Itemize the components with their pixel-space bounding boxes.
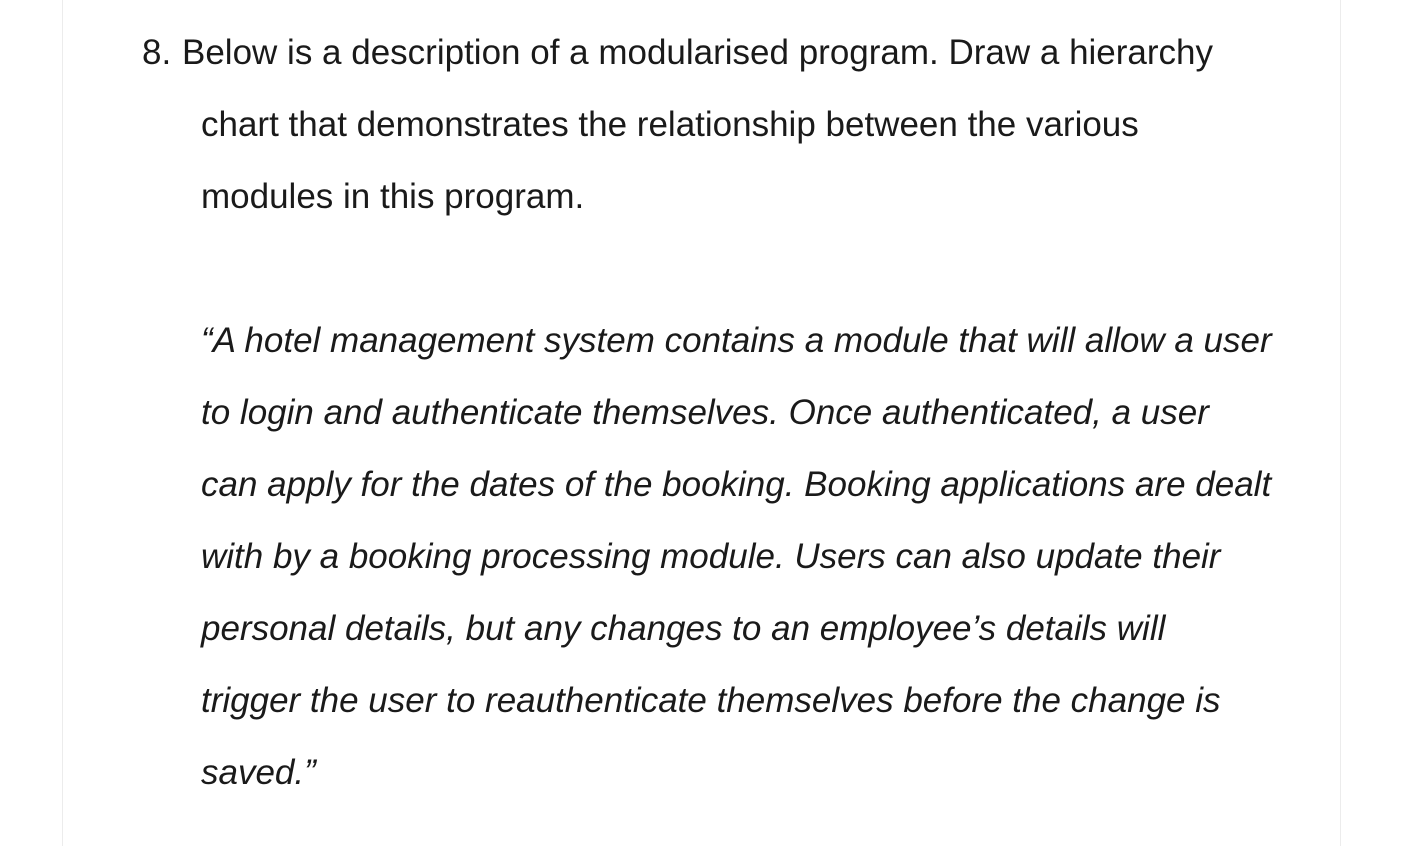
quote-line-2: to login and authenticate themselves. Once authenticated, a user (201, 393, 1209, 432)
question-line-3: modules in this program. (201, 177, 585, 216)
quote-line-3: can apply for the dates of the booking. Booking applications are dealt (201, 465, 1272, 504)
question-number: 8. (142, 33, 172, 72)
question-line-2: chart that demonstrates the relationship between the various (201, 105, 1139, 144)
quote-line-7: saved.” (201, 753, 316, 792)
question-line-1: Below is a description of a modularised program. Draw a hierarchy (182, 33, 1214, 72)
quote-line-6: trigger the user to reauthenticate themselves before the change is (201, 681, 1221, 720)
quote-line-5: personal details, but any changes to an employee’s details will (201, 609, 1166, 648)
quote-line-4: with by a booking processing module. Users can also update their (201, 537, 1221, 576)
quote-line-1: “A hotel management system contains a module that will allow a user (201, 321, 1272, 360)
